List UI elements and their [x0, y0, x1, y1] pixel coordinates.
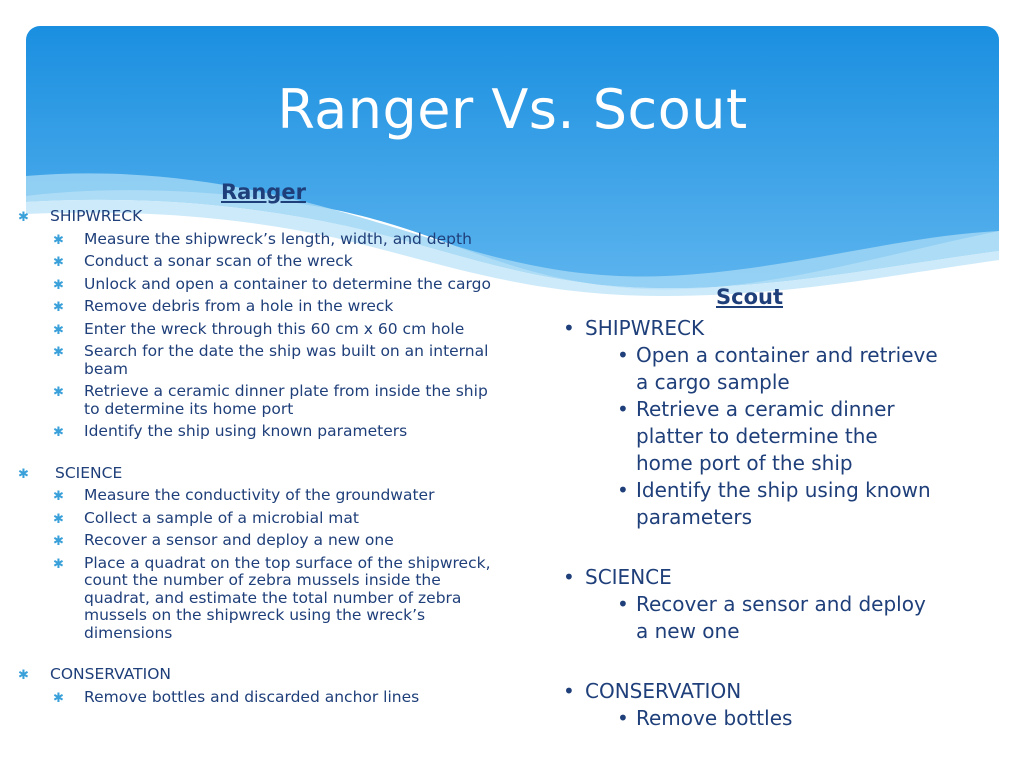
star-bullet-icon: ✱	[53, 255, 64, 270]
list-item: • Recover a sensor and deploy a new one	[617, 592, 926, 643]
star-bullet-icon: ✱	[18, 210, 29, 225]
slide-title: Ranger Vs. Scout	[277, 78, 748, 141]
dot-bullet-icon: •	[563, 679, 575, 703]
list-item: ✱ Unlock and open a container to determine the cargo	[53, 274, 491, 293]
star-bullet-icon: ✱	[53, 277, 64, 293]
star-bullet-icon: ✱	[53, 345, 64, 360]
list-item: ✱ Conduct a sonar scan of the wreck	[53, 252, 353, 270]
dot-bullet-icon: •	[617, 397, 629, 421]
list-item: ✱ Place a quadrat on the top surface of the shipwreck, count the number of zebra mussels inside the quadrat, and estimate the total number of zebra mussels on the shipwreck using the wreck’s dimensions	[53, 553, 491, 642]
list-item: ✱ Enter the wreck through this 60 cm x 60 cm hole	[53, 319, 465, 338]
dot-bullet-icon: •	[563, 565, 575, 589]
list-item: ✱ Measure the conductivity of the groundwater	[53, 486, 435, 504]
list-item: ✱ Remove bottles and discarded anchor lines	[53, 687, 420, 706]
star-bullet-icon: ✱	[53, 534, 64, 549]
list-item: ✱ Collect a sample of a microbial mat	[53, 508, 359, 527]
list-item: ✱ Retrieve a ceramic dinner plate from inside the ship to determine its home port	[53, 382, 488, 418]
list-item: • SHIPWRECK	[563, 316, 705, 340]
star-bullet-icon: ✱	[53, 385, 64, 400]
ranger-heading: Ranger	[221, 180, 306, 204]
dot-bullet-icon: •	[617, 592, 629, 616]
star-bullet-icon: ✱	[53, 556, 64, 572]
star-bullet-icon: ✱	[53, 425, 64, 440]
list-item: ✱ Recover a sensor and deploy a new one	[53, 531, 394, 549]
star-bullet-icon: ✱	[53, 690, 64, 706]
star-bullet-icon: ✱	[53, 489, 64, 504]
list-item: ✱ Identify the ship using known parameters	[53, 422, 408, 440]
list-item: ✱ CONSERVATION	[18, 665, 172, 683]
star-bullet-icon: ✱	[18, 668, 29, 683]
star-bullet-icon: ✱	[18, 466, 29, 482]
star-bullet-icon: ✱	[53, 511, 64, 527]
dot-bullet-icon: •	[617, 706, 629, 730]
list-item: • Remove bottles	[617, 706, 793, 730]
dot-bullet-icon: •	[617, 343, 629, 367]
list-item: ✱ SHIPWRECK	[18, 207, 143, 225]
ranger-bullet-list	[0, 208, 520, 706]
scout-bullet-list	[560, 315, 940, 732]
star-bullet-icon: ✱	[53, 300, 64, 315]
list-item: • Retrieve a ceramic dinner platter to determine the home port of the ship	[617, 397, 895, 475]
star-bullet-icon: ✱	[53, 322, 64, 338]
scout-heading: Scout	[716, 285, 783, 309]
star-bullet-icon: ✱	[53, 232, 64, 248]
list-item: • CONSERVATION	[563, 679, 742, 703]
list-item: • SCIENCE	[563, 565, 672, 589]
list-item: • Open a container and retrieve a cargo sample	[617, 343, 938, 394]
dot-bullet-icon: •	[563, 316, 575, 340]
list-item: ✱ Measure the shipwreck’s length, width, and depth	[53, 229, 472, 248]
list-item: ✱ Search for the date the ship was built on an internal beam	[53, 342, 489, 378]
list-item: ✱ SCIENCE	[18, 463, 123, 482]
dot-bullet-icon: •	[617, 478, 629, 502]
list-item: ✱ Remove debris from a hole in the wreck	[53, 297, 394, 315]
list-item: • Identify the ship using known parameters	[617, 478, 931, 529]
